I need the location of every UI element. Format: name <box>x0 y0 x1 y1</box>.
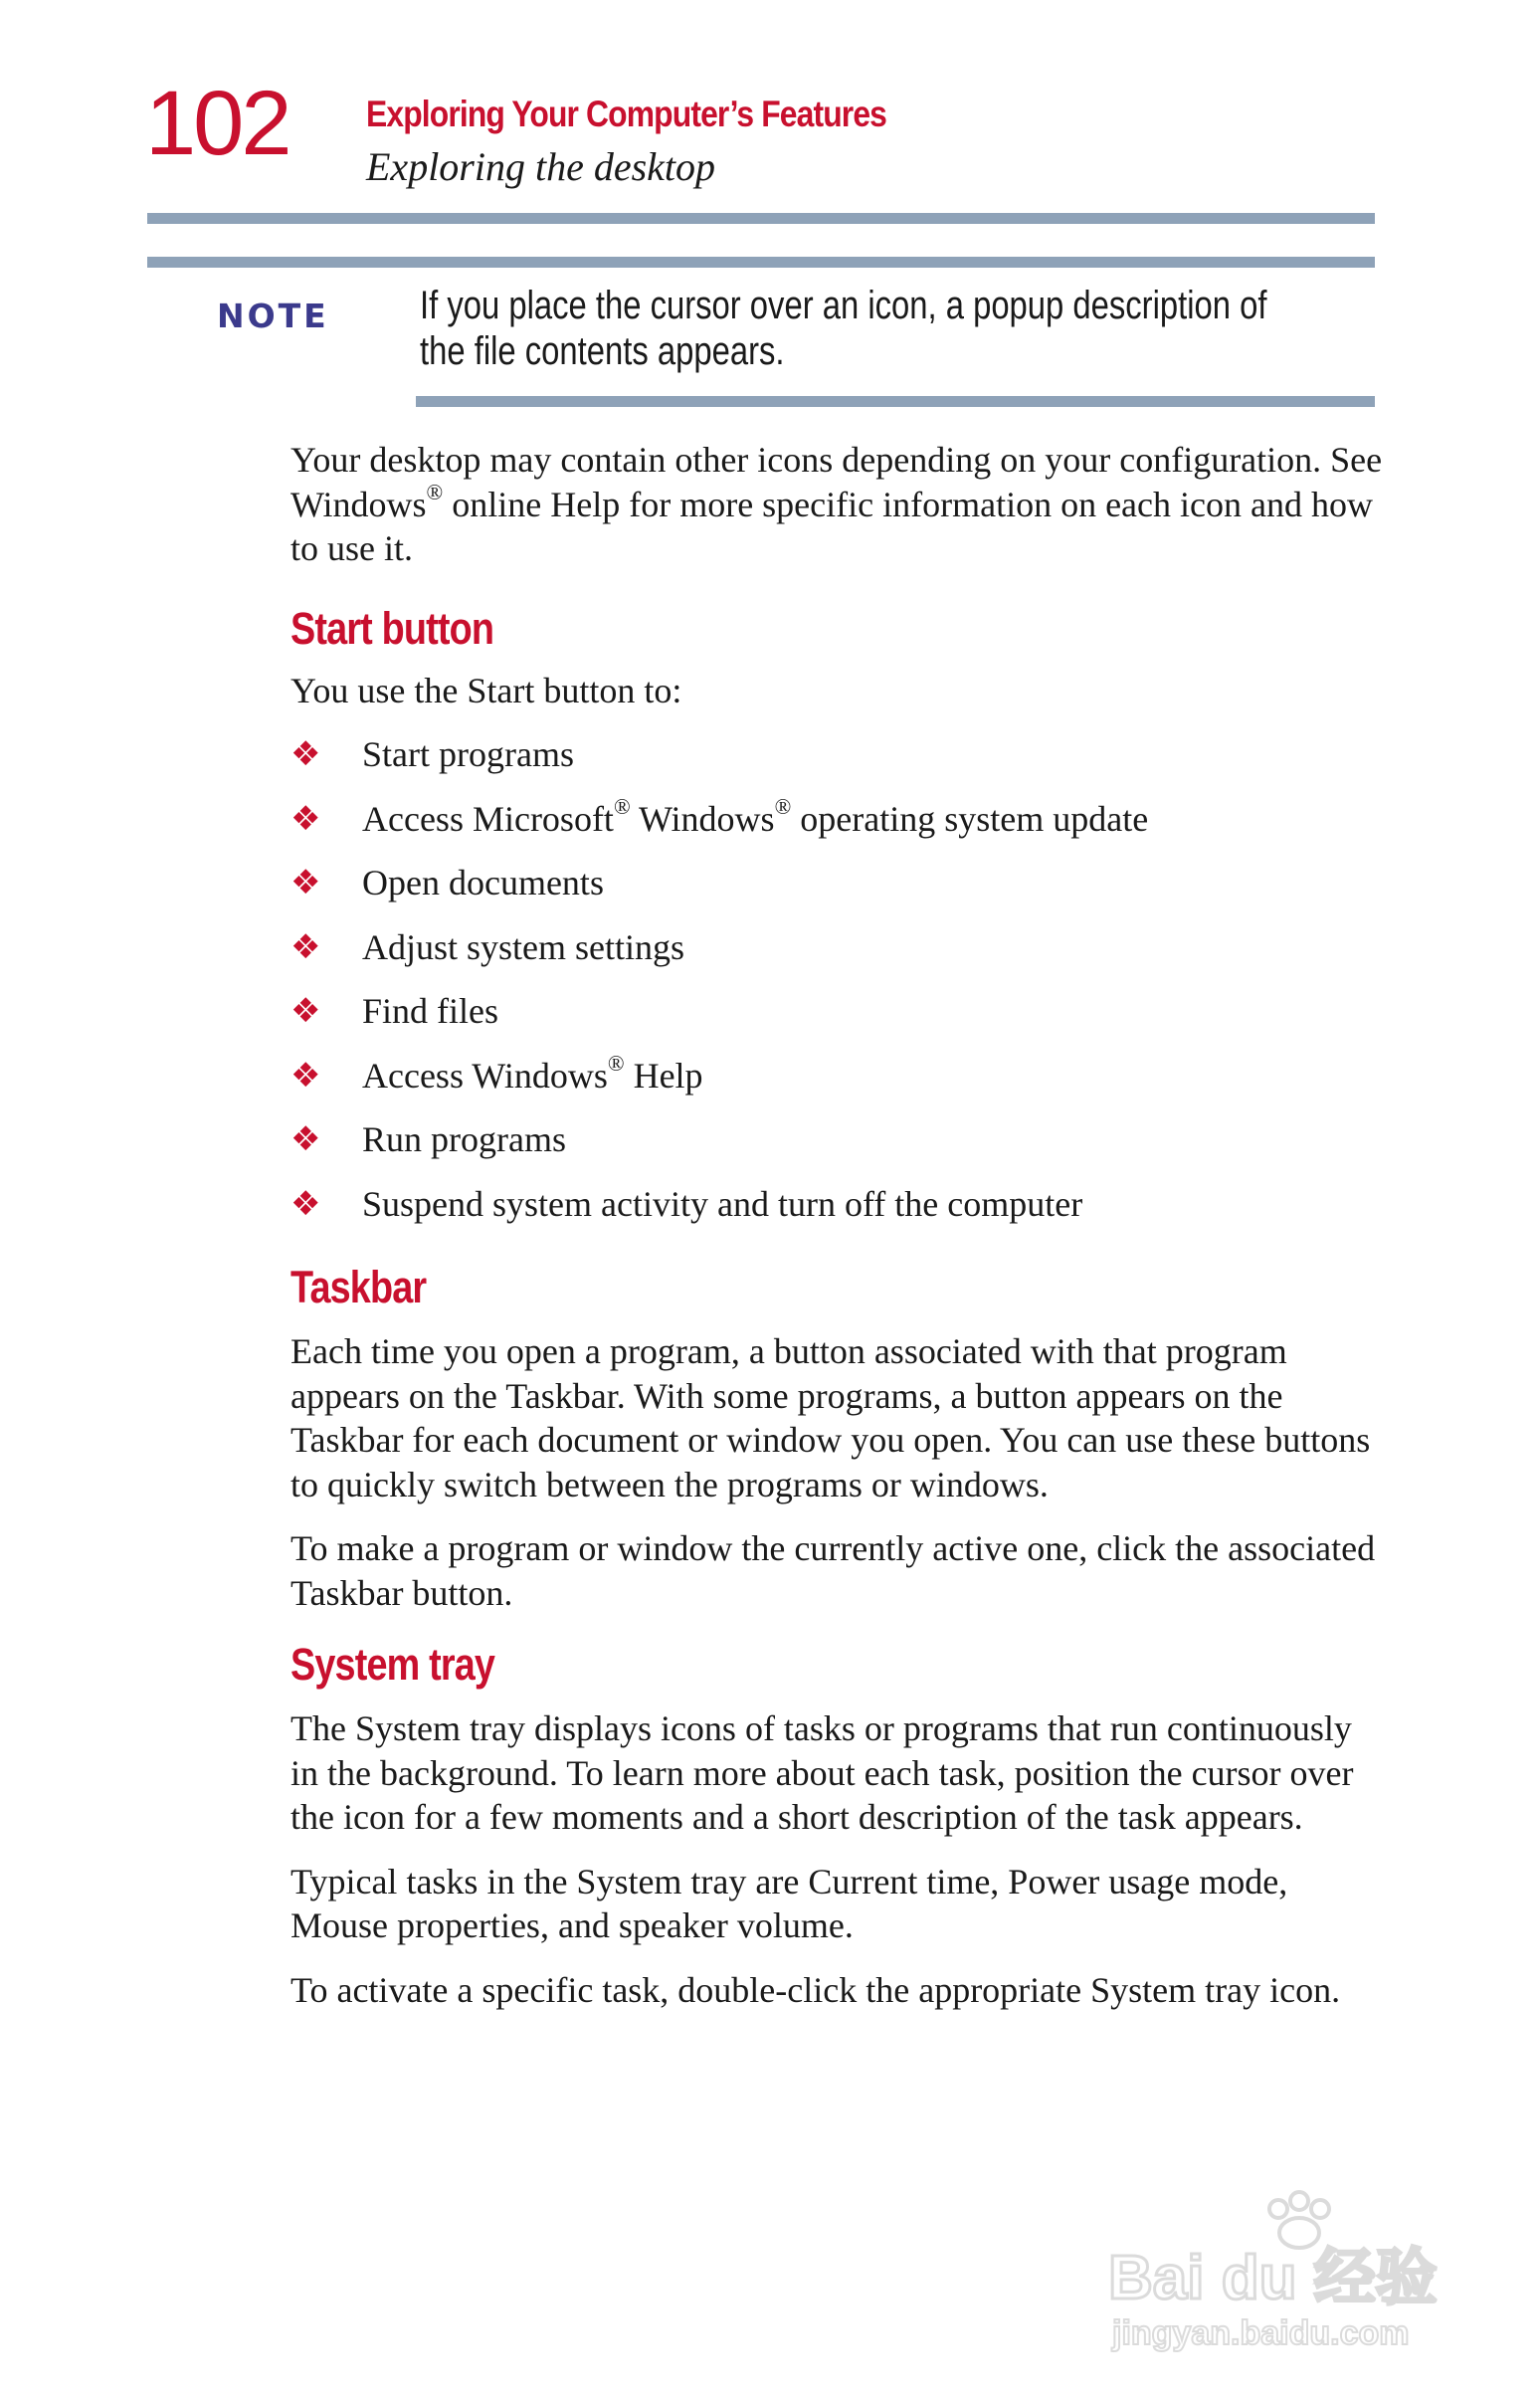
note-bottom-rule <box>416 396 1375 407</box>
registered-mark: ® <box>774 793 792 819</box>
bullet-icon: ❖ <box>290 926 321 967</box>
bullet-icon: ❖ <box>290 798 321 839</box>
watermark-brand: Bai du 经验 <box>1108 2244 1438 2312</box>
intro-text-a: Your desktop may contain other icons depending on your configuration. See Windows <box>290 440 1383 524</box>
list-item: ❖ Find files <box>290 989 1385 1054</box>
bullet-icon: ❖ <box>290 1119 321 1159</box>
list-item: ❖ Access Windows® Help <box>290 1054 1385 1118</box>
intro-paragraph <box>290 438 1385 571</box>
watermark-url: jingyan.baidu.com <box>1112 2314 1410 2352</box>
page-number: 102 <box>145 73 289 174</box>
list-item: ❖ Access Microsoft® Windows® operating system update <box>290 797 1385 862</box>
taskbar-heading: Taskbar <box>290 1262 427 1312</box>
list-item: ❖ Run programs <box>290 1117 1385 1182</box>
system-tray-paragraph-1: The System tray displays icons of tasks or programs that run continuously in the background. To learn more about each task, position the cursor over the icon for a few moments and a short description of the task appears. <box>290 1708 1354 1837</box>
registered-mark: ® <box>607 1050 625 1076</box>
start-button-heading: Start button <box>290 602 494 654</box>
system-tray-heading: System tray <box>290 1639 495 1690</box>
intro-text-b: online Help for more specific information on each icon and how to use it. <box>290 484 1373 568</box>
bullet-icon: ❖ <box>290 1183 321 1224</box>
note-text: If you place the cursor over an icon, a popup description of the file contents appears. <box>420 284 1267 373</box>
list-item: ❖ Open documents <box>290 861 1385 925</box>
bullet-icon: ❖ <box>290 1055 321 1096</box>
header-rule <box>147 213 1375 224</box>
bullet-icon: ❖ <box>290 734 321 774</box>
registered-mark: ® <box>613 793 631 819</box>
taskbar-paragraph-2: To make a program or window the currently active one, click the associated Taskbar button. <box>290 1528 1376 1613</box>
chapter-title: Exploring Your Computer’s Features <box>366 94 887 134</box>
list-item: ❖ Start programs <box>290 732 1385 797</box>
page-body <box>290 438 1385 2032</box>
system-tray-paragraph-3: To activate a specific task, double-click the appropriate System tray icon. <box>290 1969 1341 2010</box>
registered-mark: ® <box>426 479 444 504</box>
list-item: ❖ Suspend system activity and turn off the computer <box>290 1182 1385 1247</box>
baidu-watermark <box>1104 2187 1472 2356</box>
note-label: NOTE <box>217 297 329 335</box>
start-button-list <box>290 732 1385 1246</box>
bullet-icon: ❖ <box>290 991 321 1031</box>
note-top-rule <box>147 257 1375 268</box>
section-subtitle: Exploring the desktop <box>366 144 716 189</box>
bullet-icon: ❖ <box>290 863 321 902</box>
start-button-lead: You use the Start button to: <box>290 670 682 710</box>
system-tray-paragraph-2: Typical tasks in the System tray are Current time, Power usage mode, Mouse properties, and speaker volume. <box>290 1861 1288 1945</box>
taskbar-paragraph-1: Each time you open a program, a button associated with that program appears on the Taskbar. With some programs, a button appears on the Taskbar for each document or window you open. You can use these buttons to quickly switch between the programs or windows. <box>290 1331 1371 1504</box>
list-item: ❖ Adjust system settings <box>290 925 1385 990</box>
